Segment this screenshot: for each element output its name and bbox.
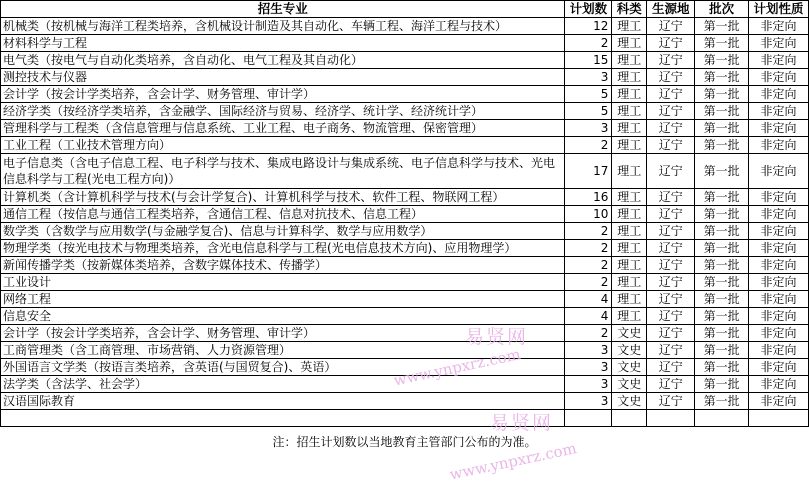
origin-cell: 辽宁 <box>647 69 695 86</box>
table-row <box>1 35 809 52</box>
batch-cell: 第一批 <box>695 206 749 223</box>
count-cell: 3 <box>565 342 612 359</box>
batch-cell: 第一批 <box>695 257 749 274</box>
count-cell: 2 <box>565 257 612 274</box>
origin-cell: 辽宁 <box>647 308 695 325</box>
table-row <box>1 376 809 393</box>
blank-row <box>1 410 809 427</box>
nature-cell: 非定向 <box>749 189 809 206</box>
count-cell: 5 <box>565 103 612 120</box>
table-row <box>1 257 809 274</box>
origin-cell: 辽宁 <box>647 86 695 103</box>
table-row <box>1 223 809 240</box>
major-cell: 新闻传播学类（按新媒体类培养，含数字媒体技术、传播学） <box>1 257 565 274</box>
blank-cell <box>749 410 809 427</box>
category-cell: 理工 <box>612 35 647 52</box>
major-cell: 测控技术与仪器 <box>1 69 565 86</box>
blank-cell <box>565 410 612 427</box>
nature-cell: 非定向 <box>749 257 809 274</box>
footnote: 注：招生计划数以当地教育主管部门公布的为准。 <box>272 434 537 449</box>
major-cell: 数学类（含数学与应用数学(与金融学复合)、信息与计算科学、数学与应用数学） <box>1 223 565 240</box>
origin-cell: 辽宁 <box>647 206 695 223</box>
blank-cell <box>695 410 749 427</box>
origin-cell: 辽宁 <box>647 325 695 342</box>
table-row <box>1 18 809 35</box>
category-cell: 理工 <box>612 189 647 206</box>
table-row <box>1 120 809 137</box>
count-cell: 3 <box>565 69 612 86</box>
major-cell: 电气类（按电气与自动化类培养，含自动化、电气工程及其自动化） <box>1 52 565 69</box>
table-row <box>1 291 809 308</box>
nature-cell: 非定向 <box>749 223 809 240</box>
category-cell: 理工 <box>612 206 647 223</box>
count-cell: 3 <box>565 376 612 393</box>
nature-cell: 非定向 <box>749 240 809 257</box>
table-row <box>1 154 809 189</box>
header-count: 计划数 <box>565 1 612 18</box>
category-cell: 理工 <box>612 86 647 103</box>
nature-cell: 非定向 <box>749 325 809 342</box>
count-cell: 10 <box>565 206 612 223</box>
origin-cell: 辽宁 <box>647 137 695 154</box>
batch-cell: 第一批 <box>695 35 749 52</box>
batch-cell: 第一批 <box>695 240 749 257</box>
watermark-cn: 易贤网 <box>490 412 554 434</box>
major-cell: 管理科学与工程类（含信息管理与信息系统、工业工程、电子商务、物流管理、保密管理） <box>1 120 565 137</box>
major-cell: 工商管理类（含工商管理、市场营销、人力资源管理） <box>1 342 565 359</box>
table-row <box>1 86 809 103</box>
category-cell: 理工 <box>612 52 647 69</box>
category-cell: 文史 <box>612 376 647 393</box>
header-nature: 计划性质 <box>749 1 809 18</box>
count-cell: 4 <box>565 291 612 308</box>
nature-cell: 非定向 <box>749 137 809 154</box>
origin-cell: 辽宁 <box>647 18 695 35</box>
batch-cell: 第一批 <box>695 86 749 103</box>
table-row <box>1 137 809 154</box>
batch-cell: 第一批 <box>695 137 749 154</box>
major-cell: 工业设计 <box>1 274 565 291</box>
header-major: 招生专业 <box>1 1 565 18</box>
blank-cell <box>1 410 565 427</box>
batch-cell: 第一批 <box>695 154 749 189</box>
major-cell: 网络工程 <box>1 291 565 308</box>
category-cell: 文史 <box>612 342 647 359</box>
category-cell: 理工 <box>612 308 647 325</box>
table-row <box>1 274 809 291</box>
origin-cell: 辽宁 <box>647 342 695 359</box>
count-cell: 3 <box>565 359 612 376</box>
major-cell: 计算机类（含计算机科学与技术(与会计学复合)、计算机科学与技术、软件工程、物联网工程） <box>1 189 565 206</box>
table-row <box>1 189 809 206</box>
batch-cell: 第一批 <box>695 359 749 376</box>
count-cell: 2 <box>565 223 612 240</box>
origin-cell: 辽宁 <box>647 257 695 274</box>
count-cell: 2 <box>565 240 612 257</box>
note-row <box>1 427 809 457</box>
watermark-en: www.ynpxrz.com <box>392 345 523 390</box>
origin-cell: 辽宁 <box>647 154 695 189</box>
batch-cell: 第一批 <box>695 376 749 393</box>
table-row <box>1 69 809 86</box>
category-cell: 理工 <box>612 240 647 257</box>
count-cell: 2 <box>565 137 612 154</box>
origin-cell: 辽宁 <box>647 52 695 69</box>
blank-cell <box>612 410 647 427</box>
count-cell: 17 <box>565 154 612 189</box>
major-cell: 法学类（含法学、社会学） <box>1 376 565 393</box>
table-row <box>1 308 809 325</box>
nature-cell: 非定向 <box>749 103 809 120</box>
origin-cell: 辽宁 <box>647 103 695 120</box>
batch-cell: 第一批 <box>695 291 749 308</box>
origin-cell: 辽宁 <box>647 359 695 376</box>
header-batch: 批次 <box>695 1 749 18</box>
nature-cell: 非定向 <box>749 342 809 359</box>
table-row <box>1 342 809 359</box>
category-cell: 理工 <box>612 257 647 274</box>
table-row <box>1 103 809 120</box>
batch-cell: 第一批 <box>695 120 749 137</box>
table-row <box>1 359 809 376</box>
category-cell: 理工 <box>612 291 647 308</box>
category-cell: 文史 <box>612 359 647 376</box>
batch-cell: 第一批 <box>695 223 749 240</box>
major-cell: 物理学类（按光电技术与物理类培养，含光电信息科学与工程(光电信息技术方向)、应用物理学） <box>1 240 565 257</box>
nature-cell: 非定向 <box>749 308 809 325</box>
origin-cell: 辽宁 <box>647 376 695 393</box>
category-cell: 理工 <box>612 103 647 120</box>
origin-cell: 辽宁 <box>647 240 695 257</box>
origin-cell: 辽宁 <box>647 120 695 137</box>
batch-cell: 第一批 <box>695 308 749 325</box>
count-cell: 5 <box>565 86 612 103</box>
major-cell: 电子信息类（含电子信息工程、电子科学与技术、集成电路设计与集成系统、电子信息科学与技术、光电信息科学与工程(光电工程方向)） <box>1 154 565 189</box>
nature-cell: 非定向 <box>749 69 809 86</box>
blank-cell <box>647 410 695 427</box>
major-cell: 经济学类（按经济学类培养，含金融学、国际经济与贸易、经济学、统计学、经济统计学） <box>1 103 565 120</box>
major-cell: 材料科学与工程 <box>1 35 565 52</box>
category-cell: 理工 <box>612 274 647 291</box>
nature-cell: 非定向 <box>749 18 809 35</box>
batch-cell: 第一批 <box>695 393 749 410</box>
batch-cell: 第一批 <box>695 189 749 206</box>
watermark-cn: 易贤网 <box>465 326 529 348</box>
major-cell: 通信工程（按信息与通信工程类培养，含通信工程、信息对抗技术、信息工程） <box>1 206 565 223</box>
major-cell: 会计学（按会计学类培养，含会计学、财务管理、审计学） <box>1 86 565 103</box>
count-cell: 3 <box>565 393 612 410</box>
header-category: 科类 <box>612 1 647 18</box>
category-cell: 理工 <box>612 137 647 154</box>
batch-cell: 第一批 <box>695 103 749 120</box>
major-cell: 汉语国际教育 <box>1 393 565 410</box>
origin-cell: 辽宁 <box>647 393 695 410</box>
batch-cell: 第一批 <box>695 52 749 69</box>
nature-cell: 非定向 <box>749 376 809 393</box>
nature-cell: 非定向 <box>749 154 809 189</box>
origin-cell: 辽宁 <box>647 35 695 52</box>
watermark-en: www.ynpxrz.com <box>448 439 579 484</box>
major-cell: 机械类（按机械与海洋工程类培养，含机械设计制造及其自动化、车辆工程、海洋工程与技术） <box>1 18 565 35</box>
category-cell: 理工 <box>612 69 647 86</box>
batch-cell: 第一批 <box>695 18 749 35</box>
table-row <box>1 325 809 342</box>
count-cell: 3 <box>565 120 612 137</box>
table-row <box>1 393 809 410</box>
batch-cell: 第一批 <box>695 342 749 359</box>
nature-cell: 非定向 <box>749 274 809 291</box>
category-cell: 理工 <box>612 223 647 240</box>
table-row <box>1 240 809 257</box>
category-cell: 理工 <box>612 120 647 137</box>
count-cell: 16 <box>565 189 612 206</box>
nature-cell: 非定向 <box>749 291 809 308</box>
category-cell: 理工 <box>612 154 647 189</box>
count-cell: 15 <box>565 52 612 69</box>
major-cell: 会计学（按会计学类培养，含会计学、财务管理、审计学） <box>1 325 565 342</box>
batch-cell: 第一批 <box>695 325 749 342</box>
table-row <box>1 52 809 69</box>
count-cell: 2 <box>565 325 612 342</box>
nature-cell: 非定向 <box>749 120 809 137</box>
count-cell: 4 <box>565 308 612 325</box>
count-cell: 2 <box>565 274 612 291</box>
nature-cell: 非定向 <box>749 359 809 376</box>
category-cell: 文史 <box>612 325 647 342</box>
origin-cell: 辽宁 <box>647 274 695 291</box>
origin-cell: 辽宁 <box>647 189 695 206</box>
origin-cell: 辽宁 <box>647 223 695 240</box>
nature-cell: 非定向 <box>749 393 809 410</box>
major-cell: 信息安全 <box>1 308 565 325</box>
table-row <box>1 206 809 223</box>
category-cell: 文史 <box>612 393 647 410</box>
header-origin: 生源地 <box>647 1 695 18</box>
major-cell: 工业工程（工业技术管理方向） <box>1 137 565 154</box>
nature-cell: 非定向 <box>749 52 809 69</box>
batch-cell: 第一批 <box>695 69 749 86</box>
origin-cell: 辽宁 <box>647 291 695 308</box>
nature-cell: 非定向 <box>749 86 809 103</box>
count-cell: 2 <box>565 35 612 52</box>
batch-cell: 第一批 <box>695 274 749 291</box>
nature-cell: 非定向 <box>749 35 809 52</box>
category-cell: 理工 <box>612 18 647 35</box>
header-row <box>1 1 809 18</box>
count-cell: 12 <box>565 18 612 35</box>
nature-cell: 非定向 <box>749 206 809 223</box>
major-cell: 外国语言文学类（按语言类培养，含英语(与国贸复合)、英语） <box>1 359 565 376</box>
